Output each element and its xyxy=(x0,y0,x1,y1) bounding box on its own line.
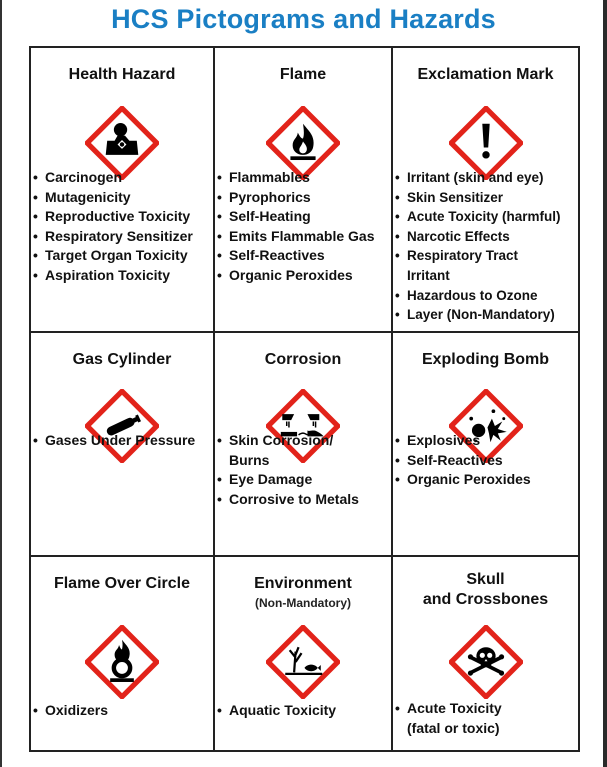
cell-exclamation-mark xyxy=(393,48,578,333)
cell-gas-cylinder xyxy=(31,333,215,557)
list-item: • Flammables xyxy=(215,168,391,188)
list-item: • Organic Peroxides xyxy=(215,266,391,286)
list-item: • Respiratory Sensitizer xyxy=(31,227,213,247)
hazard-list xyxy=(31,431,213,451)
list-item: • Narcotic Effects xyxy=(393,227,578,247)
flame-over-circle-icon xyxy=(85,625,159,699)
list-item: Burns xyxy=(229,451,270,468)
cell-flame-over-circle xyxy=(31,557,215,750)
list-item: • Acute Toxicity (harmful) xyxy=(393,207,578,227)
cell-title: Environment xyxy=(254,575,352,592)
cell-title: Exploding Bomb xyxy=(421,351,550,368)
cell-environment xyxy=(215,557,393,750)
cell-title: Corrosion xyxy=(264,351,342,368)
list-item: • Acute Toxicity xyxy=(393,699,578,719)
cell-title: Health Hazard xyxy=(68,66,176,83)
list-item: • Target Organ Toxicity xyxy=(31,246,213,266)
list-item: • Carcinogen xyxy=(31,168,213,188)
list-item: • Aspiration Toxicity xyxy=(31,266,213,286)
list-item: • Mutagenicity xyxy=(31,188,213,208)
list-item: • Pyrophorics xyxy=(215,188,391,208)
list-item: • Skin Corrosion/ xyxy=(215,431,391,451)
page-left-border xyxy=(0,0,2,767)
list-item: • Self-Heating xyxy=(215,207,391,227)
hazard-list xyxy=(215,431,391,509)
skull-and-crossbones-icon xyxy=(449,625,523,699)
list-item: • Self-Reactives xyxy=(215,246,391,266)
list-item: • Gases Under Pressure xyxy=(31,431,213,451)
list-item: • Eye Damage xyxy=(215,470,391,490)
cell-health-hazard xyxy=(31,48,215,333)
list-item: • Explosives xyxy=(393,431,578,451)
list-item: • Corrosive to Metals xyxy=(215,490,391,510)
cell-title: Flame xyxy=(279,66,327,83)
list-item: • Oxidizers xyxy=(31,701,213,721)
cell-title-line-2: and Crossbones xyxy=(422,591,549,608)
cell-title-line-1: Skull xyxy=(466,571,505,588)
list-item: • Irritant (skin and eye) xyxy=(393,168,578,188)
hazard-list xyxy=(31,701,213,721)
list-item: • Self-Reactives xyxy=(393,451,578,471)
hazard-list xyxy=(393,168,578,325)
environment-icon xyxy=(266,625,340,699)
hazard-list xyxy=(215,168,391,286)
list-item: • Skin Sensitizer xyxy=(393,188,578,208)
hazard-list xyxy=(393,699,578,738)
list-item: • Hazardous to Ozone xyxy=(393,286,578,306)
cell-skull-and-crossbones xyxy=(393,557,578,750)
list-item: • Respiratory Tract xyxy=(393,246,578,266)
gas-cylinder-icon xyxy=(85,389,159,463)
cell-exploding-bomb xyxy=(393,333,578,557)
list-item: Irritant xyxy=(407,267,450,283)
hazard-list xyxy=(393,431,578,490)
list-item: (fatal or toxic) xyxy=(407,719,500,736)
cell-title xyxy=(393,570,578,610)
cell-title: Gas Cylinder xyxy=(72,351,172,368)
list-item: • Layer (Non-Mandatory) xyxy=(393,305,578,325)
list-item: • Emits Flammable Gas xyxy=(215,227,391,247)
cell-flame xyxy=(215,48,393,333)
list-item: • Aquatic Toxicity xyxy=(215,701,391,721)
cell-title: Flame Over Circle xyxy=(53,575,191,592)
hazard-list xyxy=(215,701,391,721)
list-item: • Organic Peroxides xyxy=(393,470,578,490)
cell-subtitle: (Non-Mandatory) xyxy=(255,596,351,610)
page-right-border xyxy=(603,0,607,767)
cell-title: Exclamation Mark xyxy=(417,66,554,83)
cell-corrosion xyxy=(215,333,393,557)
hazard-list xyxy=(31,168,213,286)
list-item: • Reproductive Toxicity xyxy=(31,207,213,227)
page-title: HCS Pictograms and Hazards xyxy=(111,4,496,34)
pictogram-grid xyxy=(29,46,580,752)
